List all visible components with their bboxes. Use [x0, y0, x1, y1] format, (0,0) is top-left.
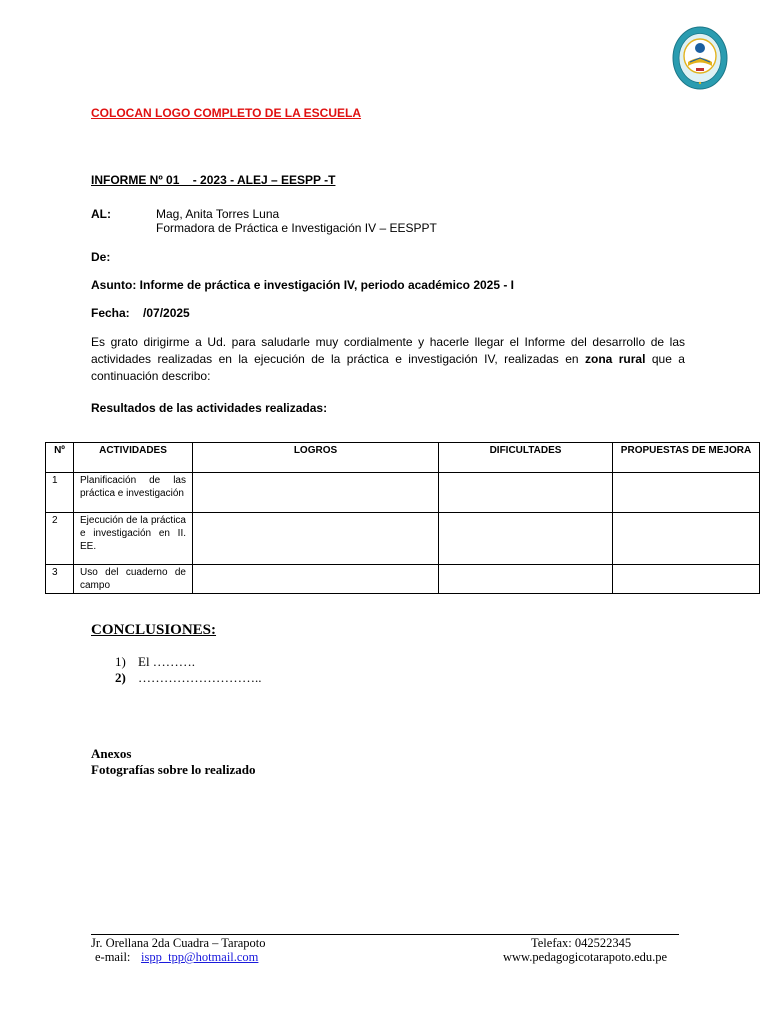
footer-divider [91, 934, 679, 935]
annexes-title: Anexos [91, 746, 132, 761]
header-number: Nº [46, 443, 74, 473]
intro-text-2: que a continuación describo: [91, 352, 685, 383]
conclusion-number-2: 2) [115, 670, 126, 685]
recipient-role: Formadora de Práctica e Investigación IV – EESPPT [156, 221, 437, 235]
row-number: 2 [46, 513, 74, 565]
intro-paragraph [91, 334, 685, 385]
footer-email-label: e-mail: [95, 950, 131, 964]
logo-placeholder-note: COLOCAN LOGO COMPLETO DE LA ESCUELA [91, 106, 362, 120]
intro-text-bold: zona rural [585, 352, 646, 366]
conclusions-title: CONCLUSIONES: [91, 622, 217, 638]
footer-address: Jr. Orellana 2da Cuadra – Tarapoto [91, 936, 266, 950]
footer-telefax: Telefax: 042522345 [531, 936, 632, 950]
conclusion-number-1: 1) [115, 654, 126, 669]
recipient-name: Mag, Anita Torres Luna [156, 207, 280, 221]
row-difficulties[interactable] [439, 513, 613, 565]
report-number-title: INFORME Nº 01 - 2023 - ALEJ – EESPP -T [91, 173, 336, 187]
conclusion-text-2: ……………………….. [138, 670, 262, 685]
row-proposals[interactable] [613, 513, 760, 565]
sender-label: De: [91, 250, 111, 264]
header-proposals: PROPUESTAS DE MEJORA [613, 443, 760, 473]
row-activity: Uso del cuaderno de campo [74, 565, 193, 594]
results-table [45, 442, 760, 594]
results-title: Resultados de las actividades realizadas: [91, 401, 328, 415]
row-activity: Ejecución de la práctica e investigación en II. EE. [74, 513, 193, 565]
date-line: Fecha: /07/2025 [91, 306, 190, 320]
table-row [46, 513, 760, 565]
row-achievements[interactable] [193, 473, 439, 513]
table-row [46, 473, 760, 513]
recipient-label: AL: [91, 207, 111, 221]
header-achievements: LOGROS [193, 443, 439, 473]
header-difficulties: DIFICULTADES [439, 443, 613, 473]
row-number: 3 [46, 565, 74, 594]
table-header-row [46, 443, 760, 473]
header-activities: ACTIVIDADES [74, 443, 193, 473]
annexes-subtitle: Fotografías sobre lo realizado [91, 762, 256, 777]
row-proposals[interactable] [613, 565, 760, 594]
conclusion-text-1: El ………. [138, 654, 196, 669]
school-seal-logo [672, 26, 728, 90]
row-achievements[interactable] [193, 565, 439, 594]
row-activity: Planificación de las práctica e investigación [74, 473, 193, 513]
intro-text-1: Es grato dirigirme a Ud. para saludarle muy cordialmente y hacerle llegar el Informe del desarrollo de las actividades realizadas en la ejecución de la práctica e investigación IV, realizadas en [91, 335, 685, 366]
row-number: 1 [46, 473, 74, 513]
row-proposals[interactable] [613, 473, 760, 513]
footer-website[interactable]: www.pedagogicotarapoto.edu.pe [503, 950, 668, 964]
table-row [46, 565, 760, 594]
subject-line: Asunto: Informe de práctica e investigación IV, periodo académico 2025 - I [91, 278, 515, 292]
row-achievements[interactable] [193, 513, 439, 565]
row-difficulties[interactable] [439, 473, 613, 513]
row-difficulties[interactable] [439, 565, 613, 594]
footer-email-link[interactable]: ispp_tpp@hotmail.com [141, 950, 259, 964]
